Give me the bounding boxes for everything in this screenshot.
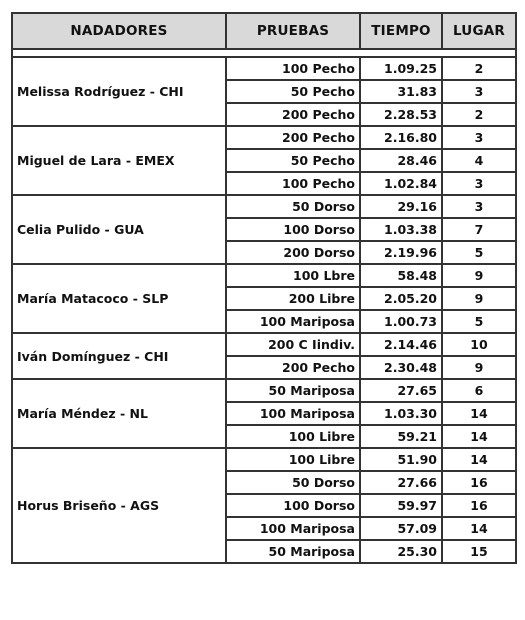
time-cell: 2.16.80 (360, 126, 442, 149)
swimmer-name: Horus Briseño - AGS (12, 448, 226, 563)
swimmer-name: María Matacoco - SLP (12, 264, 226, 333)
event-cell: 50 Dorso (226, 195, 360, 218)
event-cell: 100 Mariposa (226, 517, 360, 540)
event-cell: 50 Pecho (226, 149, 360, 172)
place-cell: 14 (442, 517, 516, 540)
header-events: PRUEBAS (226, 13, 360, 49)
table-body (12, 49, 516, 563)
swimmer-name: Miguel de Lara - EMEX (12, 126, 226, 195)
time-cell: 27.65 (360, 379, 442, 402)
event-cell: 100 Pecho (226, 172, 360, 195)
place-cell: 3 (442, 126, 516, 149)
event-cell: 50 Pecho (226, 80, 360, 103)
table-row (12, 379, 516, 402)
time-cell: 27.66 (360, 471, 442, 494)
header-time: TIEMPO (360, 13, 442, 49)
table-row (12, 126, 516, 149)
place-cell: 7 (442, 218, 516, 241)
event-cell: 200 Pecho (226, 103, 360, 126)
event-cell: 200 Libre (226, 287, 360, 310)
event-cell: 100 Libre (226, 448, 360, 471)
place-cell: 2 (442, 57, 516, 80)
place-cell: 2 (442, 103, 516, 126)
swimmer-name: María Méndez - NL (12, 379, 226, 448)
event-cell: 100 Pecho (226, 57, 360, 80)
place-cell: 15 (442, 540, 516, 563)
event-cell: 200 C Iindiv. (226, 333, 360, 356)
place-cell: 14 (442, 402, 516, 425)
event-cell: 100 Mariposa (226, 402, 360, 425)
place-cell: 14 (442, 448, 516, 471)
swimmer-name: Celia Pulido - GUA (12, 195, 226, 264)
time-cell: 2.28.53 (360, 103, 442, 126)
header-place: LUGAR (442, 13, 516, 49)
place-cell: 10 (442, 333, 516, 356)
swimmer-name: Iván Domínguez - CHI (12, 333, 226, 379)
table-row (12, 448, 516, 471)
time-cell: 1.00.73 (360, 310, 442, 333)
place-cell: 14 (442, 425, 516, 448)
place-cell: 16 (442, 471, 516, 494)
time-cell: 1.03.38 (360, 218, 442, 241)
place-cell: 16 (442, 494, 516, 517)
time-cell: 2.30.48 (360, 356, 442, 379)
event-cell: 100 Libre (226, 425, 360, 448)
time-cell: 1.02.84 (360, 172, 442, 195)
time-cell: 59.97 (360, 494, 442, 517)
table-row (12, 264, 516, 287)
place-cell: 4 (442, 149, 516, 172)
header-gap (12, 49, 516, 57)
event-cell: 200 Pecho (226, 356, 360, 379)
time-cell: 51.90 (360, 448, 442, 471)
event-cell: 100 Mariposa (226, 310, 360, 333)
time-cell: 25.30 (360, 540, 442, 563)
event-cell: 50 Mariposa (226, 379, 360, 402)
place-cell: 9 (442, 264, 516, 287)
time-cell: 2.05.20 (360, 287, 442, 310)
event-cell: 100 Dorso (226, 218, 360, 241)
event-cell: 50 Dorso (226, 471, 360, 494)
time-cell: 1.03.30 (360, 402, 442, 425)
time-cell: 57.09 (360, 517, 442, 540)
header-swimmers: NADADORES (12, 13, 226, 49)
time-cell: 31.83 (360, 80, 442, 103)
time-cell: 58.48 (360, 264, 442, 287)
place-cell: 3 (442, 172, 516, 195)
event-cell: 200 Pecho (226, 126, 360, 149)
place-cell: 3 (442, 195, 516, 218)
place-cell: 3 (442, 80, 516, 103)
time-cell: 2.19.96 (360, 241, 442, 264)
place-cell: 5 (442, 310, 516, 333)
event-cell: 200 Dorso (226, 241, 360, 264)
swimmer-name: Melissa Rodríguez - CHI (12, 57, 226, 126)
table-row (12, 57, 516, 80)
results-table-container (11, 12, 515, 564)
time-cell: 2.14.46 (360, 333, 442, 356)
event-cell: 50 Mariposa (226, 540, 360, 563)
place-cell: 9 (442, 287, 516, 310)
place-cell: 9 (442, 356, 516, 379)
table-row (12, 195, 516, 218)
results-table (11, 12, 517, 564)
table-header (12, 13, 516, 49)
event-cell: 100 Lbre (226, 264, 360, 287)
place-cell: 5 (442, 241, 516, 264)
time-cell: 28.46 (360, 149, 442, 172)
table-row (12, 333, 516, 356)
event-cell: 100 Dorso (226, 494, 360, 517)
time-cell: 59.21 (360, 425, 442, 448)
time-cell: 1.09.25 (360, 57, 442, 80)
place-cell: 6 (442, 379, 516, 402)
time-cell: 29.16 (360, 195, 442, 218)
